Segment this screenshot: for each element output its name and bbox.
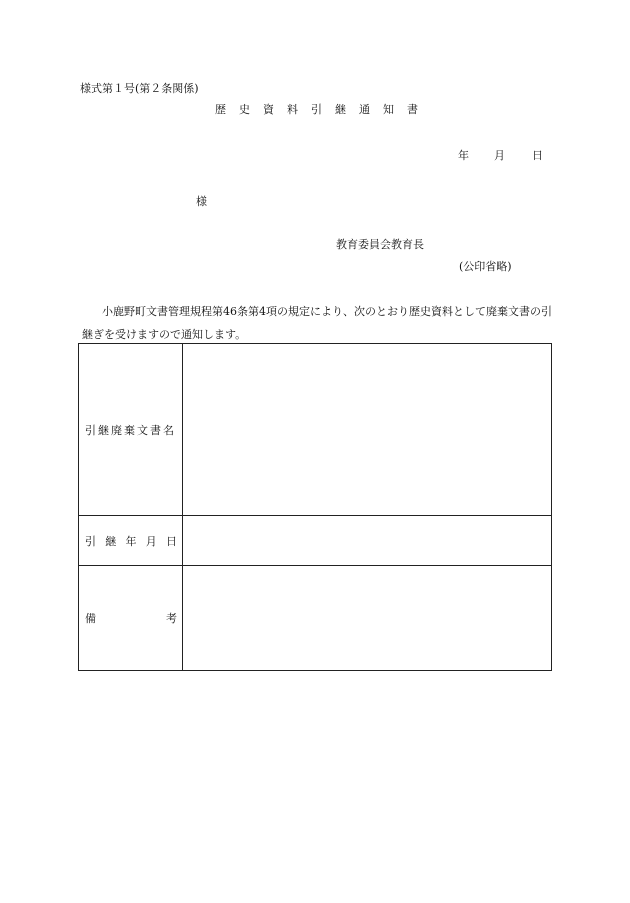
- title-char: 通: [359, 103, 371, 116]
- title-char: 歴: [215, 103, 227, 116]
- table-row-document-name: [79, 344, 552, 516]
- title-char: 史: [239, 103, 251, 116]
- date-month: 月: [494, 149, 505, 162]
- document-title: [215, 101, 431, 117]
- value-document-name: [183, 344, 552, 516]
- table-row-notes: [79, 566, 552, 671]
- value-transfer-date: [183, 516, 552, 566]
- title-char: 継: [335, 103, 347, 116]
- notice-body-text: 小鹿野町文書管理規程第46条第4項の規定により、次のとおり歴史資料として廃棄文書の引継ぎを受けますので通知します。: [82, 305, 552, 341]
- label-transfer-date: 引 継 年 月 日: [79, 516, 183, 566]
- date-year: 年: [458, 149, 469, 162]
- date-line: [458, 147, 543, 163]
- title-char: 料: [287, 103, 299, 116]
- table-row-transfer-date: [79, 516, 552, 566]
- title-char: 引: [311, 103, 323, 116]
- transfer-records-table: [78, 343, 552, 671]
- title-char: 知: [383, 103, 395, 116]
- addressee-suffix: 様: [196, 195, 207, 208]
- sender-title: 教育委員会教育長: [336, 238, 424, 251]
- seal-note: (公印省略): [459, 260, 512, 273]
- title-char: 資: [263, 103, 275, 116]
- date-day: 日: [532, 149, 543, 162]
- form-number: 様式第１号(第２条関係): [80, 82, 199, 95]
- label-document-name: 引継廃棄文書名: [79, 344, 183, 516]
- title-char: 書: [407, 103, 419, 116]
- label-notes: 備 考: [79, 566, 183, 671]
- value-notes: [183, 566, 552, 671]
